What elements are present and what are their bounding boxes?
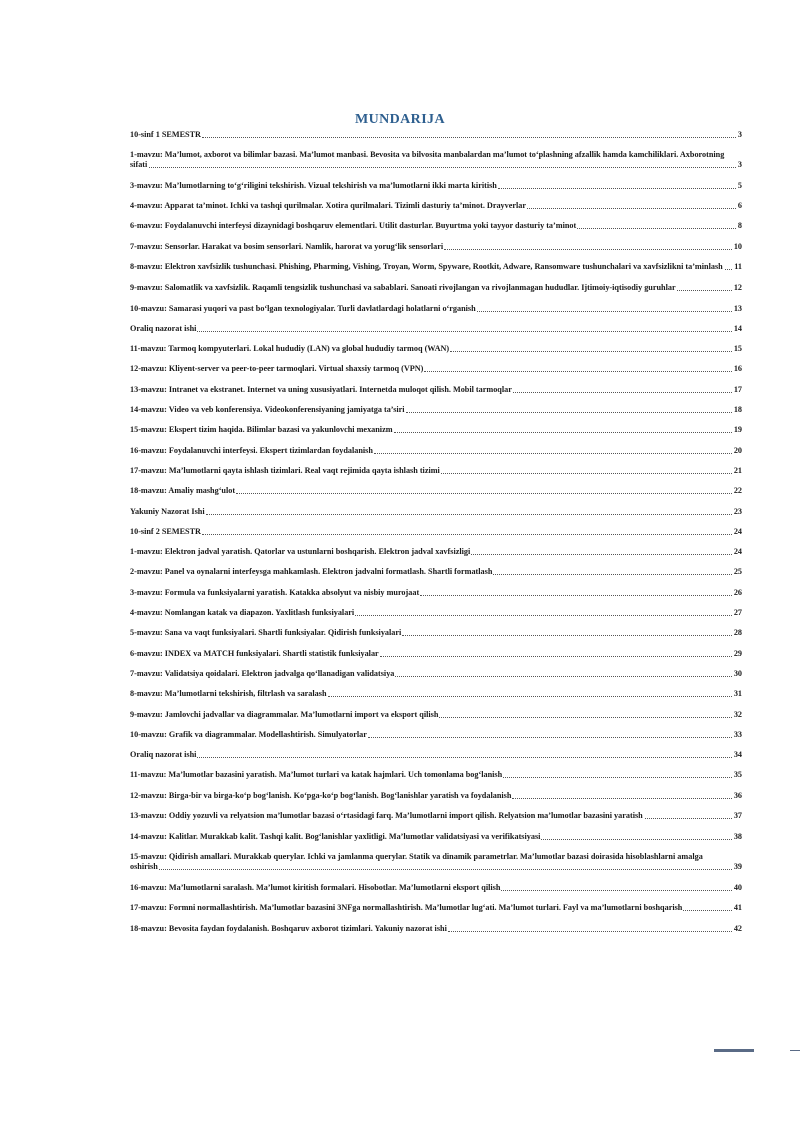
toc-entry-title: 10-mavzu: Grafik va diagrammalar. Modellashtirish. Simulyatorlar xyxy=(130,729,367,739)
toc-page-number: 30 xyxy=(733,668,742,678)
toc-page-number: 19 xyxy=(733,425,742,435)
toc-page-number: 21 xyxy=(733,465,742,475)
toc-entry[interactable] xyxy=(130,669,742,679)
toc-entry-title: 6-mavzu: Foydalanuvchi interfeysi dizaynidagi boshqaruv elementlari. Utilit dasturlar. Buyurtma yoki tayyor dasturiy ta’minot xyxy=(130,221,577,231)
toc-entry[interactable] xyxy=(130,242,742,252)
toc-page-number: 39 xyxy=(733,862,742,872)
toc-page-number: 23 xyxy=(733,506,742,516)
toc-entry[interactable] xyxy=(130,770,742,780)
toc-entry-title: 4-mavzu: Nomlangan katak va diapazon. Yaxlitlash funksiyalari xyxy=(130,608,355,618)
toc-page-number: 24 xyxy=(733,526,742,536)
dot-leader xyxy=(374,452,732,454)
dot-leader xyxy=(503,776,732,778)
toc-entry[interactable] xyxy=(130,283,742,293)
toc-entry[interactable] xyxy=(130,567,742,577)
toc-entry[interactable] xyxy=(130,405,742,415)
toc-entry-title: Yakuniy Nazorat Ishi xyxy=(130,506,205,516)
toc-entry[interactable] xyxy=(130,811,742,821)
toc-page-number: 6 xyxy=(737,201,742,211)
toc-page-number: 22 xyxy=(733,486,742,496)
toc-entry-title: 16-mavzu: Ma’lumotlarni saralash. Ma’lumot kiritish formalari. Hisobotlar. Ma’lumotlarni eksport qilish xyxy=(130,882,501,892)
footer-decoration xyxy=(714,1049,754,1052)
toc-entry[interactable] xyxy=(130,547,742,557)
dot-leader xyxy=(527,207,736,209)
toc-page-number: 12 xyxy=(733,282,742,292)
toc-page-number: 40 xyxy=(733,882,742,892)
toc-page-number: 13 xyxy=(733,303,742,313)
toc-page-number: 3 xyxy=(737,160,742,170)
toc-page-number: 37 xyxy=(733,810,742,820)
toc-page-number: 34 xyxy=(733,750,742,760)
toc-page-number: 35 xyxy=(733,770,742,780)
toc-entry[interactable] xyxy=(130,486,742,496)
toc-entry-title: Oraliq nazorat ishi xyxy=(130,323,197,333)
toc-entry-title: 1-mavzu: Ma’lumot, axborot va bilimlar bazasi. Ma’lumot manbasi. Bevosita va bilvosita manbalardan ma’lumot to‘plashning afzallik hamda kamchiliklari. Axborotning sifati xyxy=(130,150,725,170)
toc-entry-title: 15-mavzu: Qidirish amallari. Murakkab querylar. Ichki va jamlanma querylar. Statik va dinamik parametrlar. Ma’lumotlar bazasi doirasida hisoblashlarni amalga oshirish xyxy=(130,852,703,872)
toc-entry-title: 4-mavzu: Apparat ta’minot. Ichki va tashqi qurilmalar. Xotira qurilmalari. Tizimli dasturiy ta’minot. Drayverlar xyxy=(130,201,527,211)
toc-page-number: 17 xyxy=(733,384,742,394)
toc-page-number: 10 xyxy=(733,242,742,252)
toc-entry[interactable] xyxy=(130,304,742,314)
dot-leader xyxy=(130,167,736,168)
dot-leader xyxy=(402,634,732,636)
toc-page-number: 20 xyxy=(733,445,742,455)
toc-entry[interactable] xyxy=(130,385,742,395)
toc-entry-title: 1-mavzu: Elektron jadval yaratish. Qatorlar va ustunlarni boshqarish. Elektron jadval xavfsizligi xyxy=(130,547,471,557)
toc-page-number: 11 xyxy=(734,262,742,272)
dot-leader xyxy=(448,930,732,932)
toc-entry[interactable] xyxy=(130,791,742,801)
toc-page-number: 15 xyxy=(733,344,742,354)
dot-leader xyxy=(197,756,731,758)
toc-entry[interactable] xyxy=(130,883,742,893)
dot-leader xyxy=(450,350,732,352)
toc-entry-title: 9-mavzu: Salomatlik va xavfsizlik. Raqamli tengsizlik tushunchasi va sabablari. Sanoati rivojlangan va rivojlanmagan hududlar. Ijtimoiy-iqtisodiy guruhlar xyxy=(130,282,676,292)
toc-page-number: 3 xyxy=(737,130,742,139)
toc-entry[interactable] xyxy=(130,750,742,760)
toc-entry[interactable] xyxy=(130,588,742,598)
toc-entry[interactable] xyxy=(130,608,742,618)
toc-entry[interactable] xyxy=(130,649,742,659)
toc-entry-title: 3-mavzu: Formula va funksiyalarni yaratish. Katakka absolyut va nisbiy murojaat xyxy=(130,587,420,597)
toc-page-number: 18 xyxy=(733,405,742,415)
toc-entry-title: 9-mavzu: Jamlovchi jadvallar va diagrammalar. Ma’lumotlarni import va eksport qilish xyxy=(130,709,439,719)
toc-entry[interactable] xyxy=(130,466,742,476)
toc-page-number: 26 xyxy=(733,587,742,597)
toc-entry-title: 8-mavzu: Ma’lumotlarni tekshirish, filtrlash va saralash xyxy=(130,689,327,699)
toc-page-number: 42 xyxy=(733,923,742,933)
dot-leader xyxy=(420,594,732,596)
dot-leader xyxy=(355,614,732,616)
toc-entry-title: 13-mavzu: Oddiy yozuvli va relyatsion ma’lumotlar bazasi o‘rtasidagi farq. Ma’lumotlarni import qilish. Relyatsion ma’lumotlar bazasini yaratish xyxy=(130,810,643,820)
toc-entry-title: 11-mavzu: Tarmoq kompyuterlari. Lokal hududiy (LAN) va global hududiy tarmoq (WAN) xyxy=(130,344,450,354)
toc-page-number: 29 xyxy=(733,648,742,658)
dot-leader xyxy=(512,797,731,799)
toc-entry[interactable] xyxy=(130,628,742,638)
toc-page-number: 28 xyxy=(733,628,742,638)
toc-entry[interactable] xyxy=(130,150,742,170)
toc-page-number: 24 xyxy=(733,547,742,557)
toc-page-number: 33 xyxy=(733,729,742,739)
toc-page-number: 16 xyxy=(733,364,742,374)
dot-leader xyxy=(206,513,732,515)
toc-entry[interactable] xyxy=(130,689,742,699)
toc-entry[interactable] xyxy=(130,852,742,872)
toc-page-number: 14 xyxy=(733,323,742,333)
toc-entry[interactable] xyxy=(130,130,742,140)
toc-entry[interactable] xyxy=(130,730,742,740)
dot-leader xyxy=(513,391,732,393)
footer-decoration-line xyxy=(790,1050,800,1051)
toc-page-number: 8 xyxy=(737,221,742,231)
toc-page-number: 27 xyxy=(733,608,742,618)
table-of-contents xyxy=(130,130,742,944)
toc-entry[interactable] xyxy=(130,903,742,913)
dot-leader xyxy=(439,716,731,718)
page-title: MUNDARIJA xyxy=(355,112,445,127)
dot-leader xyxy=(471,553,732,555)
dot-leader xyxy=(236,492,732,494)
toc-entry-title: 16-mavzu: Foydalanuvchi interfeysi. Ekspert tizimlardan foydalanish xyxy=(130,445,373,455)
toc-entry-title: 12-mavzu: Kliyent-server va peer-to-peer tarmoqlari. Virtual shaxsiy tarmoq (VPN) xyxy=(130,364,424,374)
toc-entry[interactable] xyxy=(130,924,742,934)
toc-entry[interactable] xyxy=(130,364,742,374)
toc-entry-title: 18-mavzu: Amaliy mashg‘ulot xyxy=(130,486,236,496)
toc-entry[interactable] xyxy=(130,832,742,842)
dot-leader xyxy=(444,248,732,250)
dot-leader xyxy=(368,736,732,738)
toc-entry-title: 15-mavzu: Ekspert tizim haqida. Bilimlar bazasi va yakunlovchi mexanizm xyxy=(130,425,393,435)
toc-entry[interactable] xyxy=(130,425,742,435)
toc-entry-title: 17-mavzu: Ma’lumotlarni qayta ishlash tizimlari. Real vaqt rejimida qayta ishlash tizimi xyxy=(130,465,440,475)
toc-page-number: 31 xyxy=(733,689,742,699)
toc-entry-title: 5-mavzu: Sana va vaqt funksiyalari. Shartli funksiyalar. Qidirish funksiyalari xyxy=(130,628,402,638)
dot-leader xyxy=(501,889,731,891)
toc-entry[interactable] xyxy=(130,710,742,720)
toc-entry[interactable] xyxy=(130,221,742,231)
dot-leader xyxy=(493,573,731,575)
toc-entry-title: 18-mavzu: Bevosita faydan foydalanish. Boshqaruv axborot tizimlari. Yakuniy nazorat ishi xyxy=(130,923,447,933)
dot-leader xyxy=(424,370,731,372)
toc-entry-title: 13-mavzu: Intranet va ekstranet. Internet va uning xususiyatlari. Internetda muloqot qilish. Mobil tarmoqlar xyxy=(130,384,512,394)
dot-leader xyxy=(328,695,732,697)
toc-page-number: 41 xyxy=(733,903,742,913)
toc-page-number: 32 xyxy=(733,709,742,719)
toc-entry[interactable] xyxy=(130,446,742,456)
toc-entry-title: 6-mavzu: INDEX va MATCH funksiyalari. Shartli statistik funksiyalar xyxy=(130,648,379,658)
dot-leader xyxy=(202,136,736,138)
dot-leader xyxy=(395,675,731,677)
dot-leader xyxy=(202,533,732,535)
toc-entry[interactable] xyxy=(130,344,742,354)
toc-entry[interactable] xyxy=(130,324,742,334)
dot-leader xyxy=(498,187,736,189)
toc-entry-title: 14-mavzu: Kalitlar. Murakkab kalit. Tashqi kalit. Bog‘lanishlar yaxlitligi. Ma’lumotlar validatsiyasi va verifikatsiyasi xyxy=(130,831,541,841)
toc-entry[interactable] xyxy=(130,507,742,517)
dot-leader xyxy=(406,411,732,413)
toc-entry[interactable] xyxy=(130,181,742,191)
toc-entry[interactable] xyxy=(130,527,742,537)
dot-leader xyxy=(197,330,731,332)
toc-entry-title: 12-mavzu: Birga-bir va birga-ko‘p bog‘lanish. Ko‘pga-ko‘p bog‘lanish. Bog‘lanishlar yaratish va foydalanish xyxy=(130,790,512,800)
toc-page-number: 5 xyxy=(737,180,742,190)
toc-entry-title: 10-sinf 2 SEMESTR xyxy=(130,526,201,536)
toc-page-number: 25 xyxy=(733,567,742,577)
toc-page-number: 38 xyxy=(733,831,742,841)
toc-entry-title: 14-mavzu: Video va veb konferensiya. Videokonferensiyaning jamiyatga ta’siri xyxy=(130,405,405,415)
toc-entry[interactable] xyxy=(130,201,742,211)
toc-entry-title: 7-mavzu: Validatsiya qoidalari. Elektron jadvalga qo‘llanadigan validatsiya xyxy=(130,668,395,678)
toc-entry-title: 7-mavzu: Sensorlar. Harakat va bosim sensorlari. Namlik, harorat va yorug‘lik sensorlari xyxy=(130,242,444,252)
toc-entry-title: 10-mavzu: Samarasi yuqori va past bo‘lgan texnologiyalar. Turli davlatlardagi holatlarni o‘rganish xyxy=(130,303,476,313)
dot-leader xyxy=(130,869,732,870)
toc-entry-title: 17-mavzu: Formni normallashtirish. Ma’lumotlar bazasini 3NFga normallashtirish. Ma’lumotlar lug‘ati. Ma’lumot turlari. Fayl va ma’lumotlarni boshqarish xyxy=(130,903,683,913)
toc-entry-title: 2-mavzu: Panel va oynalarni interfeysga mahkamlash. Elektron jadvalni formatlash. Shartli formatlash xyxy=(130,567,493,577)
toc-entry[interactable] xyxy=(130,262,742,272)
toc-page-number: 36 xyxy=(733,790,742,800)
dot-leader xyxy=(394,431,732,433)
toc-entry-title: 8-mavzu: Elektron xavfsizlik tushunchasi. Phishing, Pharming, Vishing, Troyan, Worm, Spyware, Rootkit, Adware, Ransomware tushunchalari va xavfsizlikni ta’minlash xyxy=(130,262,723,272)
toc-entry-title: 10-sinf 1 SEMESTR xyxy=(130,130,201,139)
dot-leader xyxy=(441,472,732,474)
toc-entry-title: 3-mavzu: Ma’lumotlarning to‘g‘riligini tekshirish. Vizual tekshirish va ma’lumotlarni ikki marta kiritish xyxy=(130,180,497,190)
toc-entry-title: Oraliq nazorat ishi xyxy=(130,750,197,760)
dot-leader xyxy=(380,655,732,657)
toc-entry-title: 11-mavzu: Ma’lumotlar bazasini yaratish. Ma’lumot turlari va katak hajmlari. Uch tomonlama bog‘lanish xyxy=(130,770,503,780)
dot-leader xyxy=(477,310,732,312)
